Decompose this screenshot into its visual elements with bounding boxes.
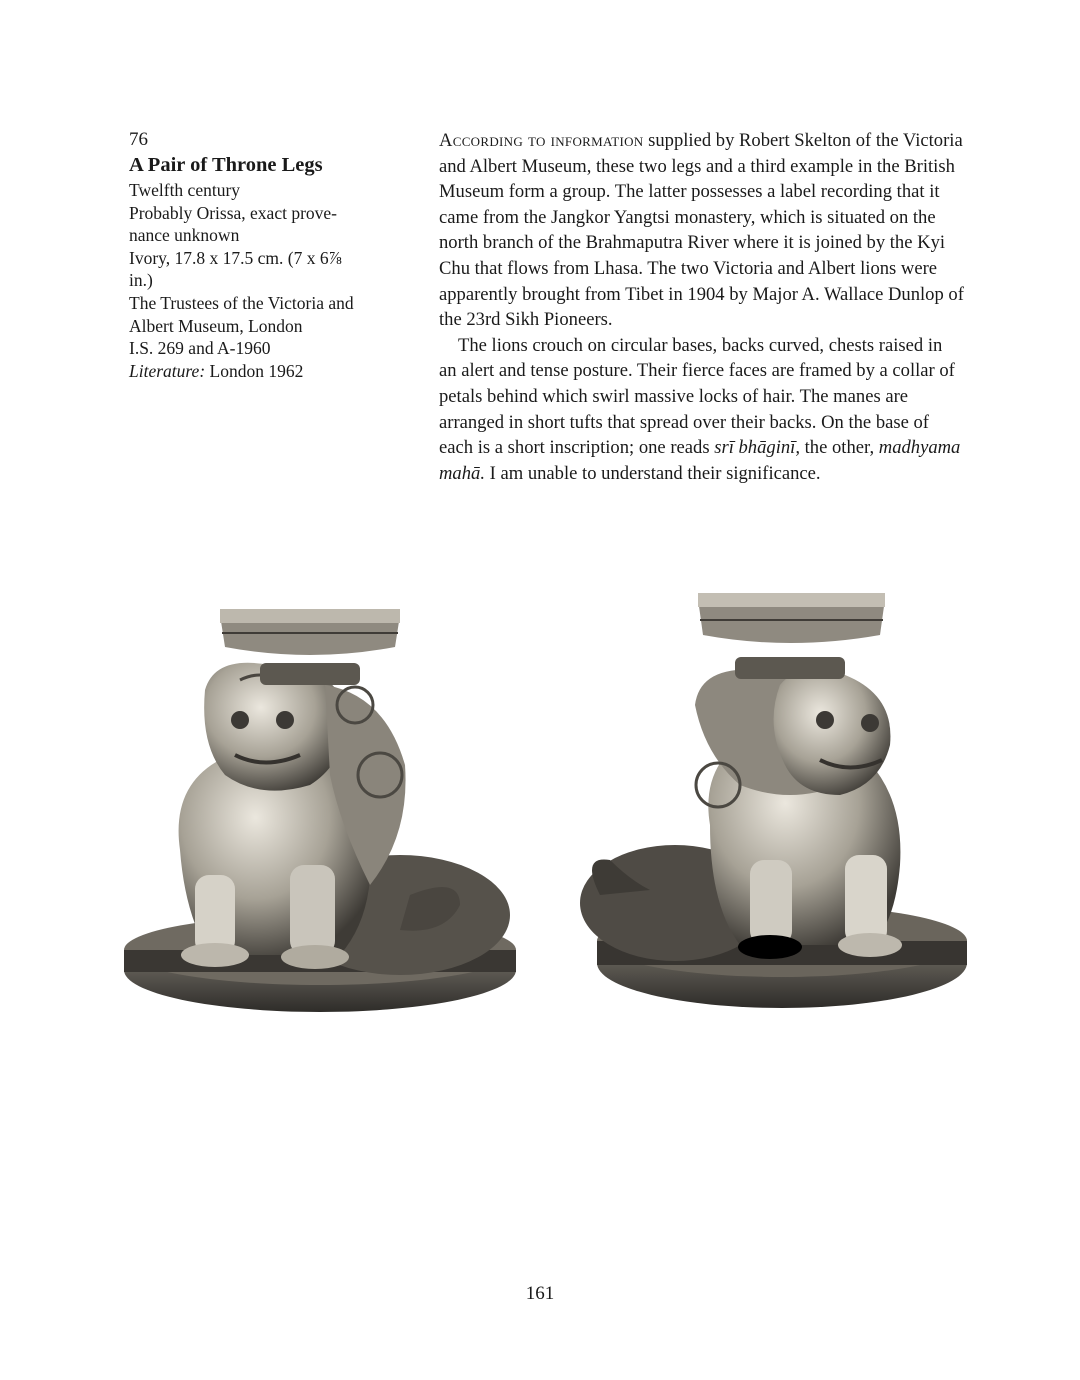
right-lion-throne-leg [580, 593, 967, 1008]
essay-paragraph-2-text-c: I am unable to understand their significance. [484, 462, 821, 484]
inscription-2: madhyama mahā. [439, 437, 961, 484]
catalogue-material-1: Ivory, 17.8 x 17.5 cm. (7 x 6⅞ [129, 247, 342, 268]
essay-paragraph-2-text-b: the other, [799, 437, 879, 459]
page-number: 161 [525, 1283, 555, 1304]
catalogue-date: Twelfth century [129, 180, 241, 200]
essay-text [439, 128, 964, 486]
literature-value: London 1962 [209, 360, 304, 381]
catalogue-owner-2: Albert Museum, London [129, 315, 303, 336]
catalogue-provenance-2: nance unknown [129, 225, 240, 246]
catalogue-number: 76 [129, 129, 148, 150]
catalogue-owner-1: The Trustees of the Victoria and [129, 292, 354, 313]
catalogue-material-2: in.) [129, 270, 153, 291]
catalogue-literature [129, 360, 399, 383]
literature-label: Literature: [129, 360, 206, 381]
inscription-1: srī bhāginī, [714, 437, 800, 459]
essay-paragraph-2-text-a: The lions crouch on circular bases, backs curved, chests raised in an alert and tense posture. Their fierce faces are framed by a collar of petals behind which swirl massive locks of hair. The manes are arranged in short tufts that spread over their backs. On the base of each is a short inscription; one reads [439, 334, 955, 459]
throne-legs-photograph [110, 585, 990, 1025]
essay-paragraph-2 [439, 333, 964, 487]
essay-paragraph-1-text: supplied by Robert Skelton of the Victoria and Albert Museum, these two legs and a third example in the British Museum form a group. The latter possesses a label recording that it came from the Jangkor Yangtsi monastery, which is situated on the north branch of the Brahmaputra River where it is joined by the Kyi Chu that flows from Lhasa. The two Victoria and Albert lions were apparently brought from Tibet in 1904 by Major A. Wallace Dunlop of the 23rd Sikh Pioneers. [439, 130, 964, 331]
catalogue-title: A Pair of Throne Legs [129, 154, 323, 176]
left-lion-throne-leg [124, 609, 516, 1012]
essay-paragraph-1 [439, 128, 964, 333]
catalogue-accession: I.S. 269 and A-1960 [129, 338, 271, 359]
catalogue-provenance-1: Probably Orissa, exact prove- [129, 202, 337, 223]
essay-lead-in: According to information [439, 130, 644, 151]
catalogue-entry [129, 128, 399, 382]
